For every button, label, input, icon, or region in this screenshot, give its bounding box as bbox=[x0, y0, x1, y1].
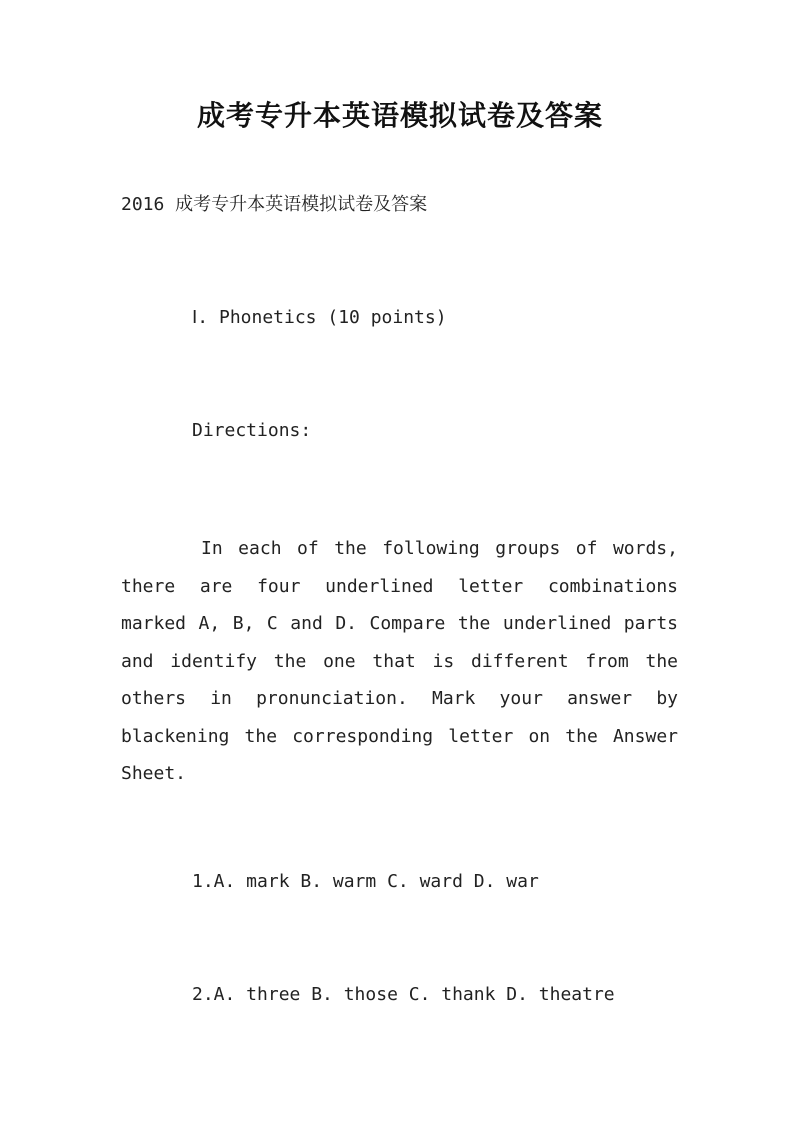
document-subtitle: 2016 成考专升本英语模拟试卷及答案 bbox=[121, 194, 428, 215]
section-heading: Ⅰ. Phonetics (10 points) bbox=[192, 307, 447, 328]
directions-label: Directions: bbox=[192, 420, 312, 441]
document-title: 成考专升本英语模拟试卷及答案 bbox=[196, 99, 603, 132]
question-2: 2.A. three B. those C. thank D. theatre bbox=[192, 984, 615, 1005]
question-1: 1.A. mark B. warm C. ward D. war bbox=[192, 871, 539, 892]
directions-paragraph: In each of the following groups of words, there are four underlined letter combinations marked A, B, C and D. Compare the underlined parts and identify the one that is different from the others in pronunciation. Mark your answer by blackening the corresponding letter on the Answer Sheet. bbox=[121, 538, 678, 784]
